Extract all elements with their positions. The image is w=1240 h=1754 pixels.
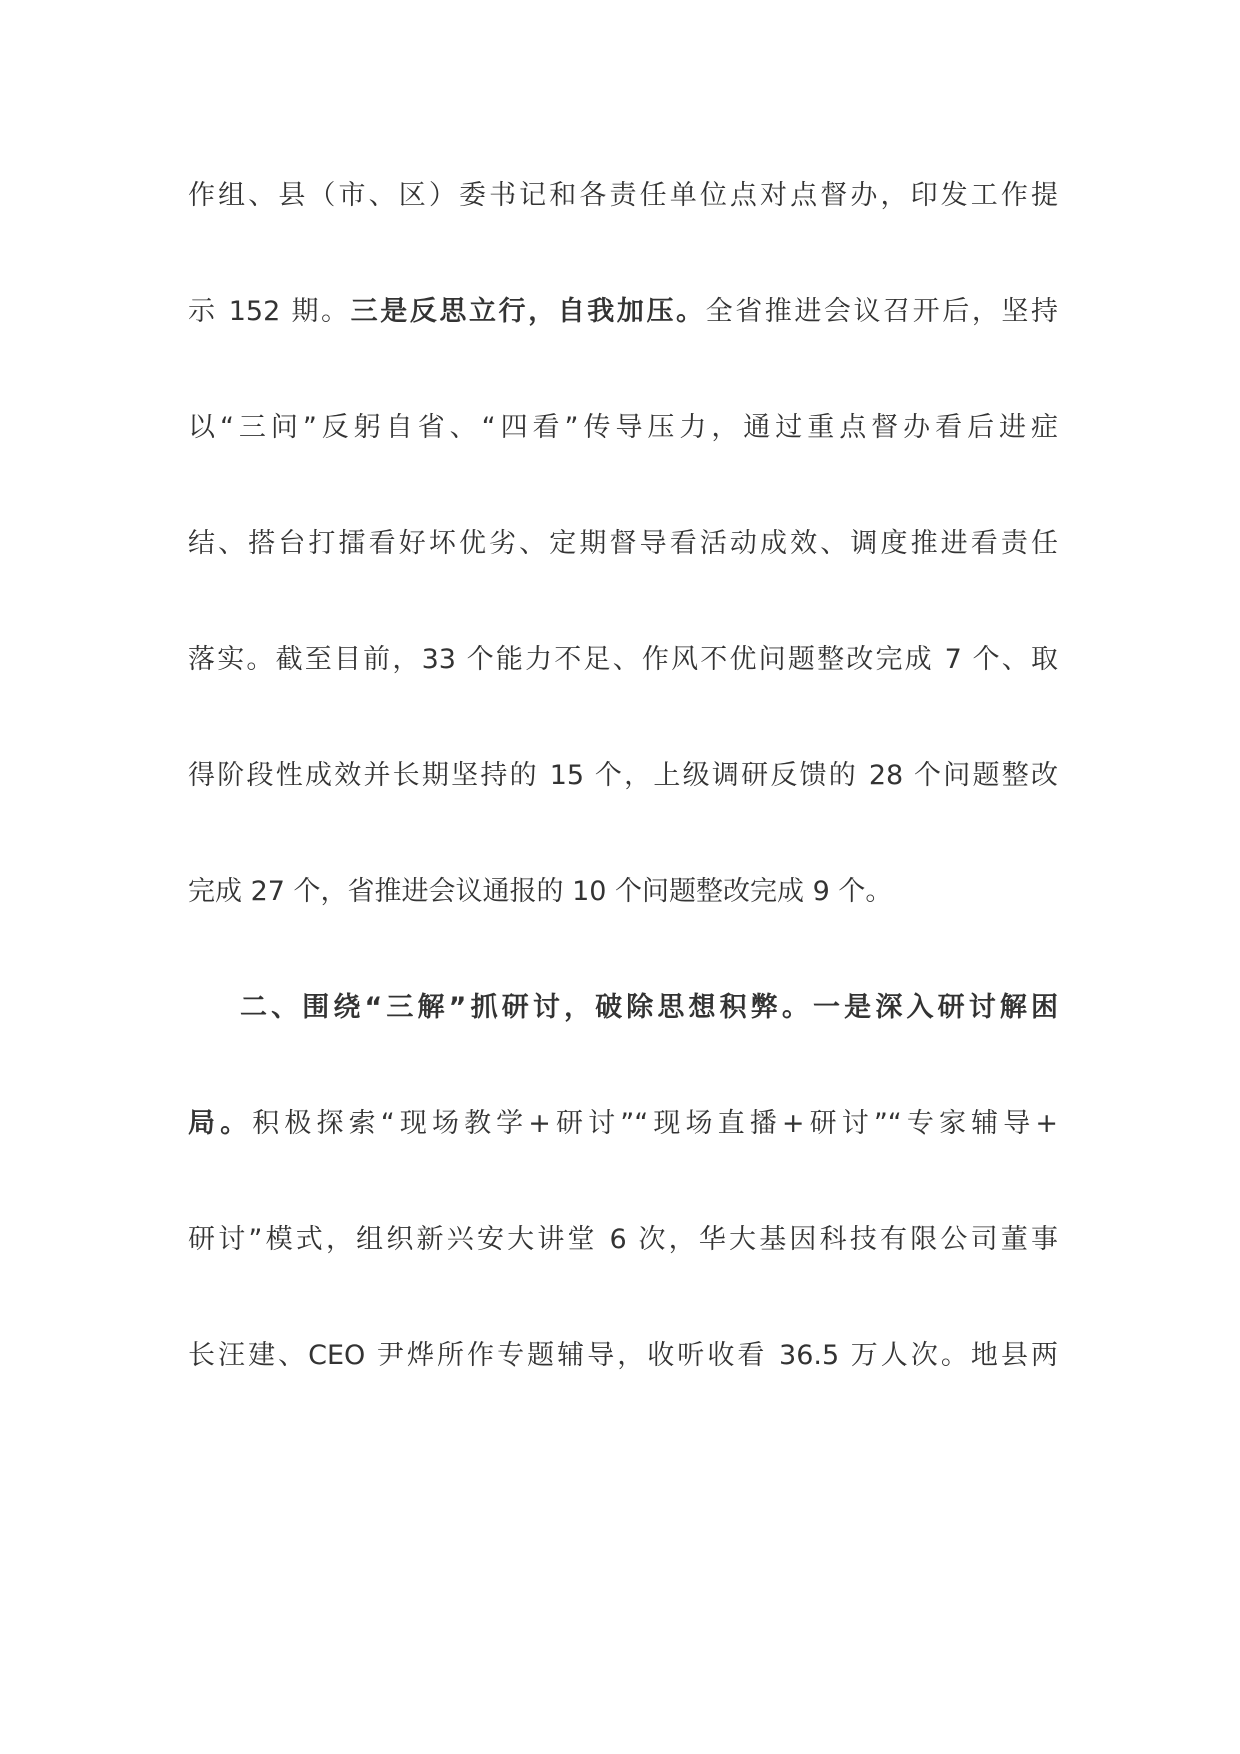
text-run: 结、搭台打擂看好坏优劣、定期督导看活动成效、调度推进看责任 bbox=[188, 528, 1058, 559]
text-run: 全省推进会议召开后，坚持 bbox=[705, 296, 1058, 327]
text-run: 长汪建、CEO 尹烨所作专题辅导，收听收看 36.5 万人次。地县两 bbox=[188, 1340, 1058, 1371]
paragraph-line bbox=[188, 1104, 1058, 1144]
paragraph-line bbox=[188, 756, 1058, 796]
bold-text-run: 三是反思立行，自我加压。 bbox=[350, 296, 706, 327]
paragraph-line bbox=[188, 408, 1058, 448]
paragraph-line bbox=[188, 640, 1058, 680]
text-run: 落实。截至目前，33 个能力不足、作风不优问题整改完成 7 个、取 bbox=[188, 644, 1058, 675]
paragraph-line bbox=[188, 176, 1058, 216]
paragraph-line bbox=[188, 1336, 1058, 1376]
text-run: 作组、县（市、区）委书记和各责任单位点对点督办，印发工作提 bbox=[188, 180, 1058, 211]
text-run: 完成 27 个，省推进会议通报的 10 个问题整改完成 9 个。 bbox=[188, 876, 893, 907]
paragraph-line bbox=[188, 524, 1058, 564]
paragraph-line bbox=[188, 872, 1058, 912]
bold-text-run: 二、围绕“三解”抓研讨，破除思想积弊。一是深入研讨解困 bbox=[240, 992, 1058, 1023]
text-run: 示 152 期。 bbox=[188, 296, 351, 327]
paragraph-line bbox=[188, 1220, 1058, 1260]
bold-text-run: 局。 bbox=[188, 1108, 253, 1139]
document-page bbox=[188, 0, 1058, 1754]
text-run: 以“三问”反躬自省、“四看”传导压力，通过重点督办看后进症 bbox=[188, 412, 1058, 443]
text-run: 得阶段性成效并长期坚持的 15 个，上级调研反馈的 28 个问题整改 bbox=[188, 760, 1058, 791]
section-heading-line bbox=[188, 988, 1058, 1028]
text-run: 积极探索“现场教学+研讨”“现场直播+研讨”“专家辅导+ bbox=[252, 1108, 1058, 1139]
paragraph-line bbox=[188, 292, 1058, 332]
text-run: 研讨”模式，组织新兴安大讲堂 6 次，华大基因科技有限公司董事 bbox=[188, 1224, 1058, 1255]
